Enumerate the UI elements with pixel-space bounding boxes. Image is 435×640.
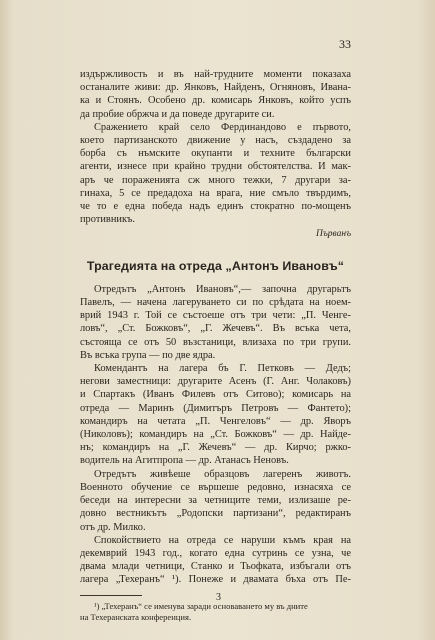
text-line: аръ че пораженията сж много тежки, 7 другари за- [80,174,351,186]
text-line: Спокойствието на отреда се наруши къмъ края на [94,534,351,546]
text-line: нъ; командиръ на „Г. Жечевъ“ — др. Кирчо; ржко- [80,442,351,454]
text-line: противникъ. [80,214,135,226]
footnote-line: на Техеранската конференция. [80,611,192,622]
section-title: Трагедията на отреда „Антонъ Ивановъ“ [86,258,345,273]
text-line: ка и Стоянъ. Особено др. комисарь Янковъ, който успъ [80,95,351,107]
text-line: Отредътъ живѣеше образцовъ лагеренъ животъ. [94,468,351,480]
page-body [80,68,351,623]
text-line: Павелъ, — начена лагеруването си по срѣдата на ноем- [80,297,351,309]
text-line: водитель на Агитпропа — др. Атанасъ Неновъ. [80,455,289,467]
text-line: декемврий 1943 год., когато една сутринь се узна, че [80,547,351,559]
text-line: командиръ на четата „П. Ченгеловъ“ — др. Яворъ [80,415,351,427]
text-line: Сражението край село Фердинандово е първото, [94,121,351,133]
text-line: Комендантъ на лагера бъ Г. Петковъ — Дедъ; [94,363,351,375]
text-line: негови заместници: другарите Асенъ (Г. Анг. Чолаковъ) [80,376,351,388]
footnote-line: ¹) „Техеранъ“ се именува заради основаването му въ дните [94,600,308,611]
text-line: (Николовъ); командиръ на „Ст. Божковъ“ — др. Найде- [80,429,351,441]
text-line: Отредътъ „Антонъ Ивановъ“,— започна другарьтъ [94,283,351,295]
text-line: отъ др. Милко. [80,521,146,533]
battle-paragraph [80,121,351,227]
text-line: издържливость и въ най-трудните моменти показаха [80,69,351,80]
text-line: беседи на интересни за четниците теми, излизаше ре- [80,495,351,507]
intro-paragraph [80,68,351,121]
text-line: да пробие обржча и да поведе другарите си. [80,108,275,120]
text-line: ловъ“, „Ст. Божковъ“, „Г. Жечевъ“. Въ всъка чета, [80,323,351,335]
author-signature: Първанъ [316,229,351,240]
text-line: двама млади четници, Станко и Тьофката, избъгали отъ [80,561,351,573]
text-line: борба съ нъмските окупанти и техните български [80,148,351,160]
text-line: състояща се отъ 50 възстаници, влизаха по три групи. [80,336,351,348]
footnote-divider [80,595,142,596]
text-line: Въ всъка група — по две ядра. [80,349,216,361]
detachment-paragraph [80,283,351,362]
desertion-paragraph [80,534,351,587]
text-line: агенти, изнесе при крайно трудни обстоятелства. И мак- [80,161,351,173]
footnote [80,601,351,623]
text-line: което партизанското движение у насъ, създадено за [80,135,351,147]
camp-life-paragraph [80,468,351,534]
text-line: довно вестникътъ „Родопски партизани“, редактиранъ [80,508,351,520]
page-number: 33 [339,37,351,51]
text-line: лагера „Техеранъ“ ¹). Понеже и двамата бъха отъ Пе- [80,574,351,586]
text-line: отреда — Маринъ (Димитъръ Петровъ — Фантето); [80,402,351,414]
text-line: и Спартакъ (Иванъ Филевъ отъ Ситово); комисарь на [80,389,351,401]
text-line: останалите живи: др. Янковъ, Найденъ, Огняновъ, Ивана- [80,82,351,94]
text-line: Военното обучение се вършеше редовно, изнасяха се [80,481,351,493]
command-paragraph [80,362,351,468]
signature-mark: 3 [216,592,221,603]
text-line: гинаха, 5 се предадоха на врага, ние смъло твърдимъ, [80,187,351,199]
text-line: че то е една победа надъ единъ стократно по-мощенъ [80,201,351,213]
text-line: врий 1943 г. Той се състоеше отъ три чети: „П. Ченге- [80,310,351,322]
